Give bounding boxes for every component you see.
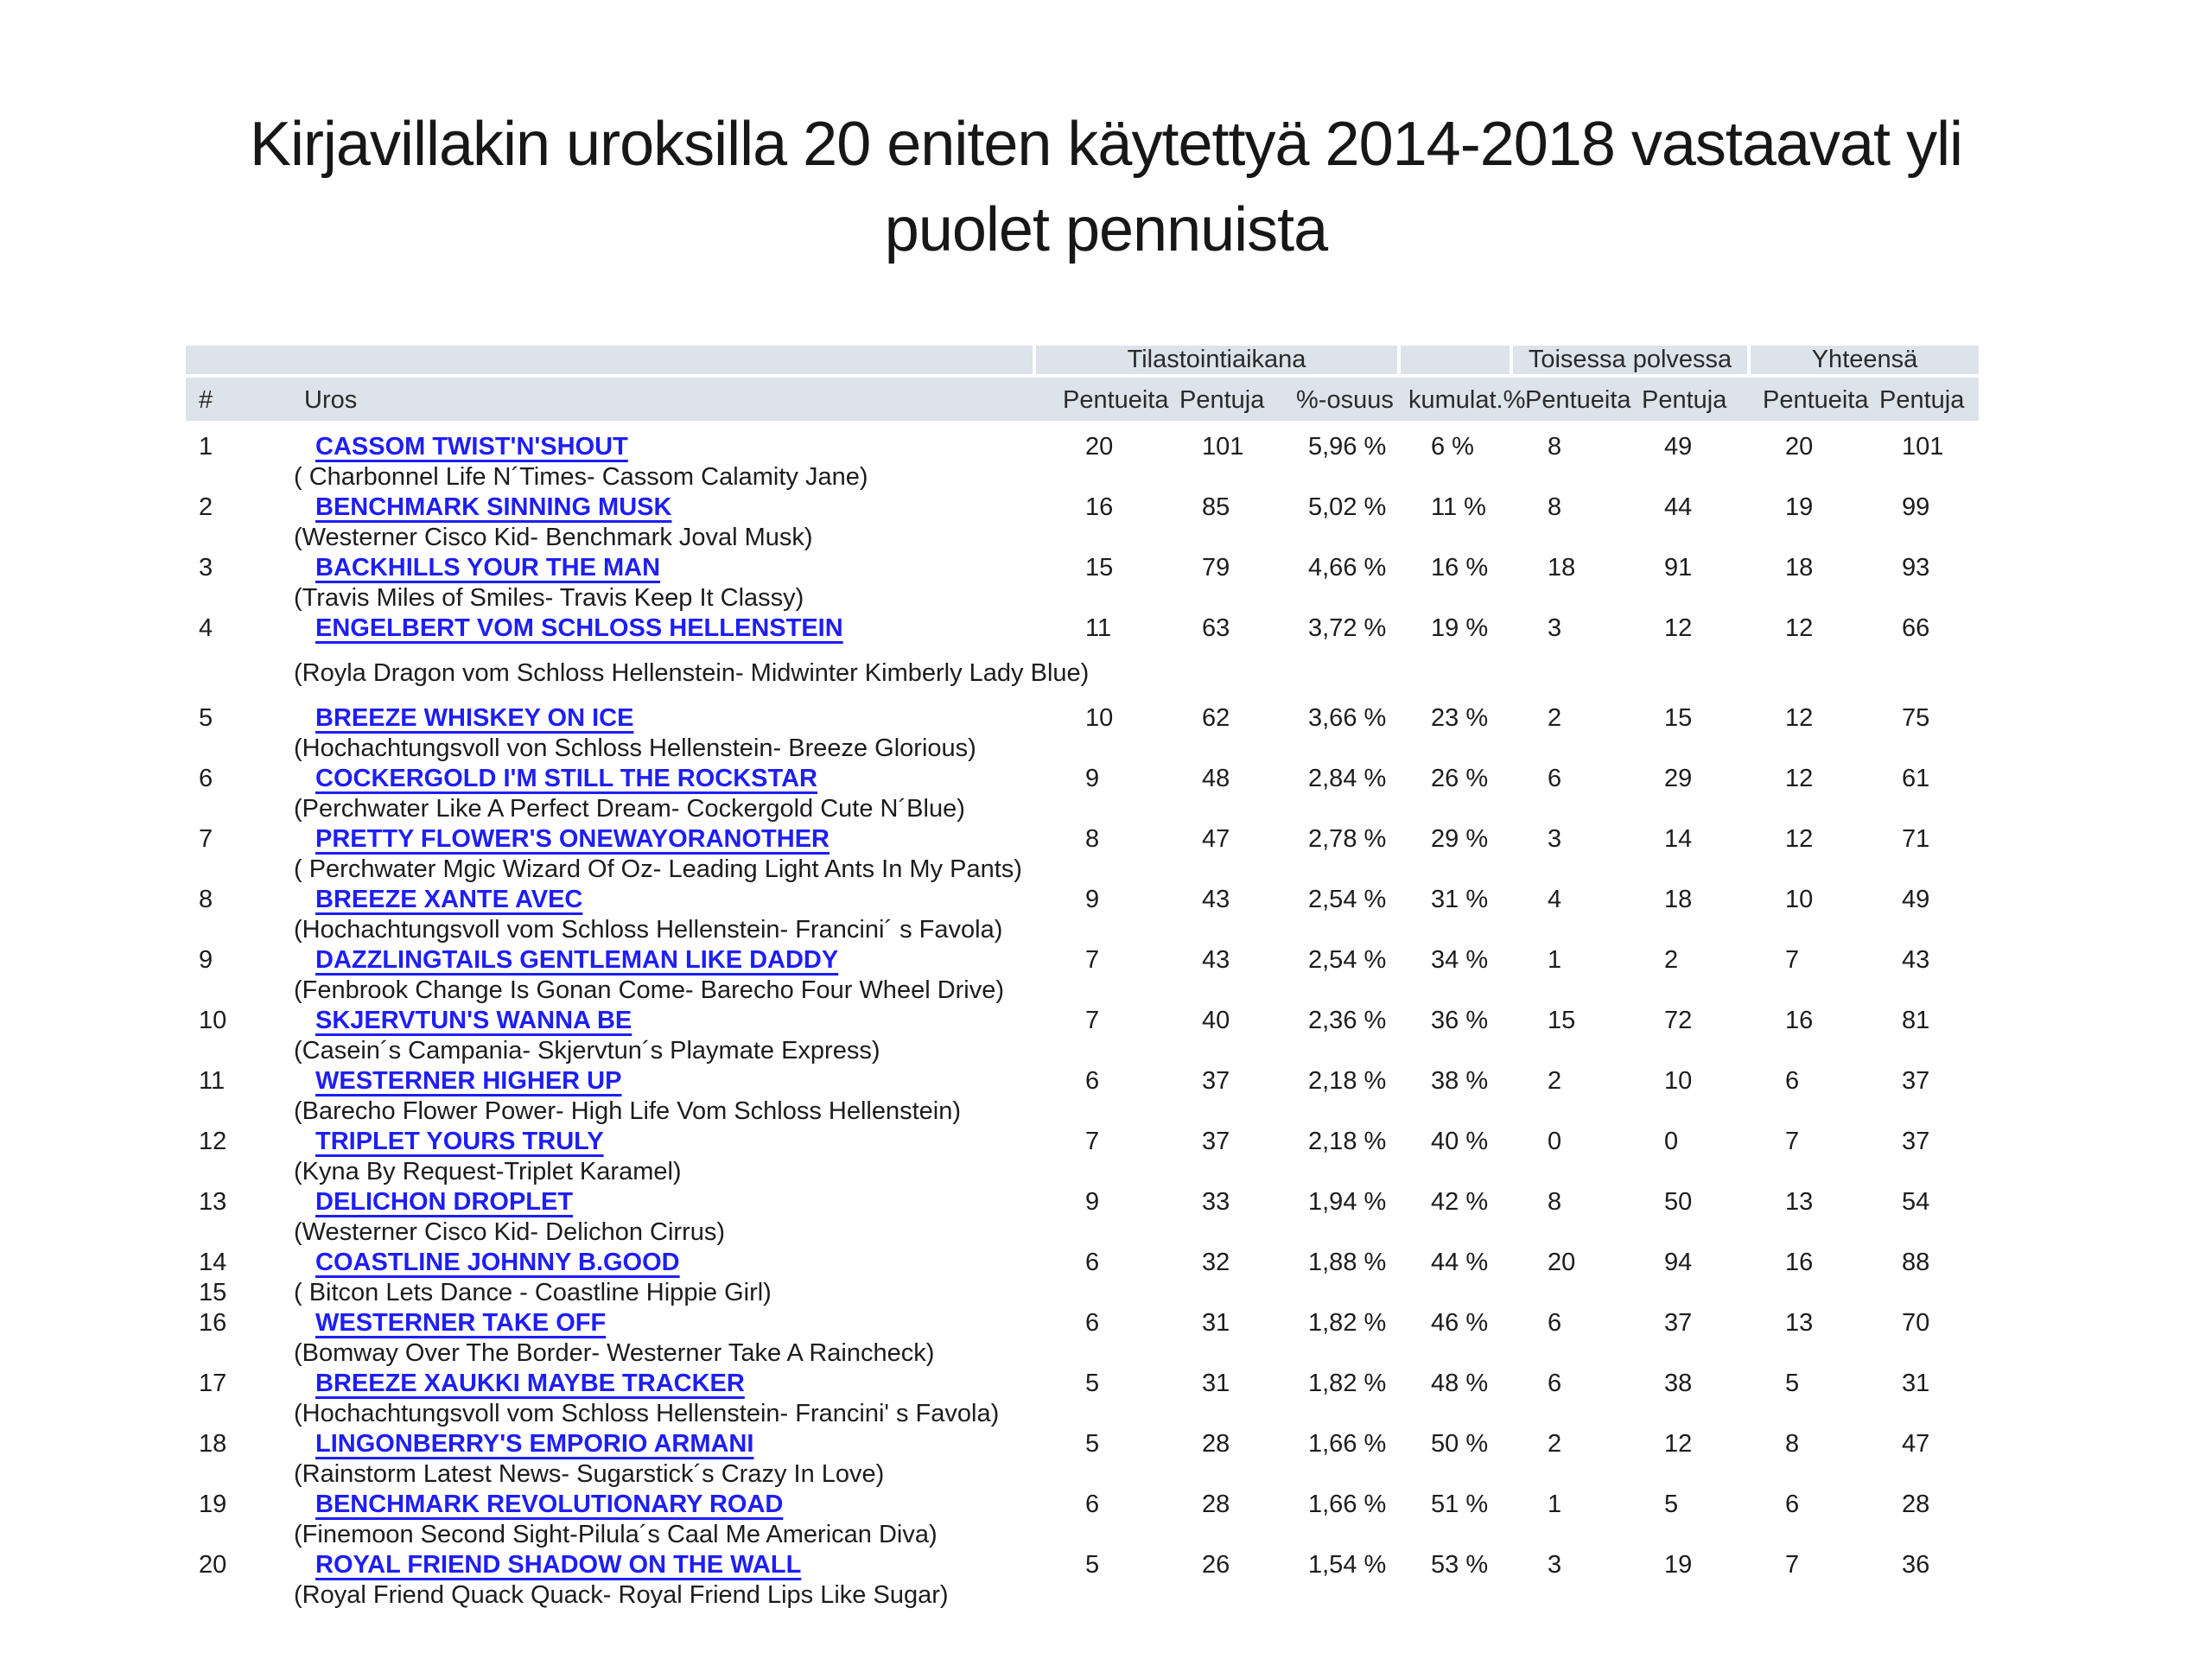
stat-value: 1,66 %	[1308, 1430, 1387, 1458]
stat-value: 13	[1785, 1309, 1814, 1337]
col-header-pentueita-2: Pentueita	[1525, 386, 1631, 414]
parents-text: (Westerner Cisco Kid- Delichon Cirrus)	[294, 1218, 726, 1246]
dog-name-link[interactable]: WESTERNER TAKE OFF	[315, 1309, 607, 1337]
stat-value: 1,54 %	[1308, 1551, 1387, 1579]
row-rank: 8	[199, 886, 213, 913]
stat-value: 4,66 %	[1308, 554, 1387, 582]
row-rank: 2	[199, 493, 213, 521]
dog-name-cell	[294, 1067, 1063, 1096]
table-row-parents	[186, 523, 1979, 553]
group-header-toisessa-polvessa: Toisessa polvessa	[1513, 346, 1747, 374]
stat-value: 50 %	[1431, 1430, 1489, 1458]
table-row	[186, 1187, 1979, 1217]
stat-value: 6	[1548, 1370, 1562, 1397]
row-rank: 12	[199, 1128, 227, 1155]
dog-name-cell	[294, 1007, 1063, 1035]
dog-name-link[interactable]: ROYAL FRIEND SHADOW ON THE WALL	[315, 1551, 802, 1579]
page-title-line-2: puolet pennuista	[884, 195, 1328, 265]
stat-value: 5	[1664, 1491, 1679, 1518]
dog-name-cell	[294, 765, 1063, 793]
stat-value: 19	[1664, 1551, 1693, 1579]
stat-value: 6	[1548, 765, 1562, 792]
stat-value: 37	[1202, 1067, 1230, 1095]
dog-name-link[interactable]: LINGONBERRY'S EMPORIO ARMANI	[315, 1430, 754, 1458]
table-row	[186, 1248, 1979, 1278]
stat-value: 8	[1785, 1430, 1800, 1458]
dog-name-link[interactable]: BREEZE XAUKKI MAYBE TRACKER	[315, 1370, 745, 1397]
stat-value: 70	[1902, 1309, 1930, 1337]
dog-name-link[interactable]: DAZZLINGTAILS GENTLEMAN LIKE DADDY	[315, 946, 839, 974]
dog-name-link[interactable]: BACKHILLS YOUR THE MAN	[315, 554, 661, 582]
stat-value: 6	[1085, 1491, 1100, 1518]
dog-name-link[interactable]: BREEZE WHISKEY ON ICE	[315, 704, 634, 732]
stat-value: 37	[1664, 1309, 1693, 1337]
table-row	[186, 432, 1979, 462]
col-header-rank: #	[199, 386, 213, 414]
stat-value: 13	[1785, 1188, 1814, 1216]
table-row	[186, 1278, 1979, 1308]
row-rank: 15	[199, 1279, 227, 1306]
stat-value: 63	[1202, 614, 1230, 642]
stat-value: 37	[1902, 1128, 1930, 1155]
parents-text: (Rainstorm Latest News- Sugarstick´s Crazy In Love)	[294, 1460, 885, 1488]
stat-value: 2,84 %	[1308, 765, 1387, 792]
table-row-parents	[186, 976, 1979, 1006]
stat-value: 19	[1785, 493, 1814, 521]
parents-text: (Barecho Flower Power- High Life Vom Schloss Hellenstein)	[294, 1097, 962, 1125]
dog-name-link[interactable]: BENCHMARK REVOLUTIONARY ROAD	[315, 1491, 784, 1518]
dog-name-cell	[294, 1491, 1063, 1519]
parents-text: (Finemoon Second Sight-Pilula´s Caal Me American Diva)	[294, 1521, 938, 1548]
dog-name-link[interactable]: COCKERGOLD I'M STILL THE ROCKSTAR	[315, 765, 817, 792]
table-row-parents	[186, 1157, 1979, 1187]
table-row	[186, 1429, 1979, 1459]
stat-value: 36 %	[1431, 1007, 1489, 1034]
dog-name-cell	[294, 493, 1063, 522]
table-row-parents	[186, 1338, 1979, 1369]
table-row-parents	[186, 794, 1979, 824]
stat-value: 72	[1664, 1007, 1693, 1034]
stat-value: 2,54 %	[1308, 886, 1387, 913]
stat-value: 88	[1902, 1249, 1930, 1276]
parents-text: (Hochachtungsvoll von Schloss Hellenstein- Breeze Glorious)	[294, 734, 976, 762]
table-row	[186, 703, 1979, 734]
stat-value: 8	[1548, 493, 1562, 521]
stat-value: 40 %	[1431, 1128, 1489, 1155]
row-rank: 18	[199, 1430, 227, 1458]
stat-value: 15	[1085, 554, 1114, 582]
stat-value: 75	[1902, 704, 1930, 732]
table-body	[186, 421, 1979, 1611]
stat-value: 29 %	[1431, 825, 1489, 853]
group-header-tilastointiaikana: Tilastointiaikana	[1036, 346, 1397, 374]
stat-value: 7	[1785, 1551, 1800, 1579]
stat-value: 31	[1902, 1370, 1930, 1397]
stat-value: 2	[1548, 1067, 1562, 1095]
stat-value: 16 %	[1431, 554, 1489, 582]
stat-value: 7	[1085, 946, 1100, 974]
parents-text: (Royla Dragon vom Schloss Hellenstein- Midwinter Kimberly Lady Blue)	[294, 659, 1090, 687]
dog-name-cell	[294, 1551, 1063, 1580]
dog-name-cell	[294, 1128, 1063, 1156]
stat-value: 66	[1902, 614, 1930, 642]
dog-name-cell	[294, 946, 1063, 975]
stat-value: 31	[1202, 1309, 1230, 1337]
table-row-parents	[186, 1520, 1979, 1550]
stat-value: 48	[1202, 765, 1230, 792]
stat-value: 61	[1902, 765, 1930, 792]
table-column-header-row	[186, 378, 1979, 421]
dog-name-link[interactable]: ENGELBERT VOM SCHLOSS HELLENSTEIN	[315, 614, 843, 642]
table-row	[186, 493, 1979, 523]
stat-value: 6	[1085, 1309, 1100, 1337]
stat-value: 3	[1548, 614, 1562, 642]
stat-value: 15	[1548, 1007, 1576, 1034]
stat-value: 6 %	[1431, 433, 1474, 461]
row-rank: 1	[199, 433, 213, 461]
stat-value: 94	[1664, 1249, 1693, 1276]
stat-value: 6	[1085, 1067, 1100, 1095]
table-row	[186, 553, 1979, 583]
dog-name-cell	[294, 1249, 1063, 1277]
stat-value: 1,94 %	[1308, 1188, 1387, 1216]
stat-value: 9	[1085, 765, 1100, 792]
stat-value: 38 %	[1431, 1067, 1489, 1095]
dog-name-link[interactable]: TRIPLET YOURS TRULY	[315, 1128, 604, 1155]
stats-table	[186, 346, 1979, 1611]
table-row-parents	[186, 1399, 1979, 1429]
col-header-pentueita-1: Pentueita	[1063, 386, 1169, 414]
row-rank: 9	[199, 946, 213, 974]
stat-value: 8	[1548, 1188, 1562, 1216]
stat-value: 46 %	[1431, 1309, 1489, 1337]
stat-value: 5	[1085, 1551, 1100, 1579]
stat-value: 47	[1202, 825, 1230, 853]
stat-value: 20	[1548, 1249, 1576, 1276]
stat-value: 51 %	[1431, 1491, 1489, 1518]
table-row	[186, 1550, 1979, 1580]
col-header-pentueita-3: Pentueita	[1763, 386, 1869, 414]
table-row-parents	[186, 462, 1979, 493]
stat-value: 1	[1548, 946, 1562, 974]
stat-value: 5,96 %	[1308, 433, 1387, 461]
stat-value: 47	[1902, 1430, 1930, 1458]
stat-value: 12	[1664, 614, 1693, 642]
stat-value: 5	[1085, 1370, 1100, 1397]
row-rank: 5	[199, 704, 213, 732]
stat-value: 7	[1085, 1128, 1100, 1155]
stat-value: 43	[1202, 946, 1230, 974]
table-row-parents	[186, 915, 1979, 945]
parents-text: ( Charbonnel Life N´Times- Cassom Calamity Jane)	[294, 463, 868, 491]
table-row-parents	[186, 1036, 1979, 1066]
stat-value: 28	[1902, 1491, 1930, 1518]
stat-value: 33	[1202, 1188, 1230, 1216]
parents-text: ( Bitcon Lets Dance - Coastline Hippie Girl)	[294, 1279, 772, 1306]
table-row	[186, 1490, 1979, 1520]
stat-value: 81	[1902, 1007, 1930, 1034]
parents-text: (Westerner Cisco Kid- Benchmark Joval Musk)	[294, 524, 813, 551]
row-rank: 14	[199, 1249, 227, 1276]
stat-value: 6	[1548, 1309, 1562, 1337]
stat-value: 99	[1902, 493, 1930, 521]
stat-value: 29	[1664, 765, 1693, 792]
dog-name-link[interactable]: COASTLINE JOHNNY B.GOOD	[315, 1249, 680, 1276]
col-header-uros: Uros	[304, 386, 358, 414]
dog-name-cell	[294, 704, 1063, 733]
stat-value: 49	[1664, 433, 1693, 461]
dog-name-cell	[294, 886, 1063, 914]
table-row-parents	[186, 855, 1979, 885]
stat-value: 2,18 %	[1308, 1067, 1387, 1095]
row-rank: 19	[199, 1491, 227, 1518]
stat-value: 1,66 %	[1308, 1491, 1387, 1518]
stat-value: 7	[1785, 1128, 1800, 1155]
row-rank: 13	[199, 1188, 227, 1216]
row-rank: 10	[199, 1007, 227, 1034]
stat-value: 3	[1548, 825, 1562, 853]
stat-value: 4	[1548, 886, 1562, 913]
stat-value: 1,82 %	[1308, 1309, 1387, 1337]
stat-value: 101	[1902, 433, 1944, 461]
table-row-parents	[186, 1217, 1979, 1248]
dog-name-cell	[294, 1430, 1063, 1459]
row-rank: 4	[199, 614, 213, 642]
stat-value: 20	[1085, 433, 1114, 461]
col-header-pentuja-1: Pentuja	[1179, 386, 1265, 414]
stat-value: 1,82 %	[1308, 1370, 1387, 1397]
parents-text: (Hochachtungsvoll vom Schloss Hellenstein- Francini´ s Favola)	[294, 916, 1003, 944]
dog-name-link[interactable]: BREEZE XANTE AVEC	[315, 886, 583, 913]
stat-value: 2,36 %	[1308, 1007, 1387, 1034]
parents-text: (Casein´s Campania- Skjervtun´s Playmate Express)	[294, 1037, 880, 1065]
table-row	[186, 1066, 1979, 1096]
page-title-line-1: Kirjavillakin uroksilla 20 eniten käytettyä 2014-2018 vastaavat yli	[249, 110, 1963, 179]
stat-value: 6	[1085, 1249, 1100, 1276]
parents-text: (Fenbrook Change Is Gonan Come- Barecho Four Wheel Drive)	[294, 976, 1005, 1004]
stat-value: 93	[1902, 554, 1930, 582]
stat-value: 12	[1785, 704, 1814, 732]
stat-value: 50	[1664, 1188, 1693, 1216]
col-header-osuus: %-osuus	[1296, 386, 1394, 414]
stat-value: 16	[1785, 1249, 1814, 1276]
table-row-parents	[186, 1580, 1979, 1611]
stat-value: 40	[1202, 1007, 1230, 1034]
dog-name-cell	[294, 1188, 1063, 1217]
stat-value: 19 %	[1431, 614, 1489, 642]
dog-name-link[interactable]: DELICHON DROPLET	[315, 1188, 574, 1216]
stat-value: 11	[1085, 614, 1112, 642]
table-row	[186, 613, 1979, 644]
stat-value: 0	[1664, 1128, 1679, 1155]
stat-value: 1	[1548, 1491, 1562, 1518]
stat-value: 2	[1664, 946, 1679, 974]
stat-value: 101	[1202, 433, 1244, 461]
group-header-spacer-kumulat	[1401, 346, 1510, 374]
table-row	[186, 945, 1979, 976]
stat-value: 11 %	[1431, 493, 1486, 521]
stat-value: 42 %	[1431, 1188, 1489, 1216]
dog-name-cell	[294, 1370, 1063, 1398]
dog-name-cell	[294, 554, 1063, 582]
stat-value: 34 %	[1431, 946, 1489, 974]
stat-value: 31	[1202, 1370, 1230, 1397]
row-rank: 7	[199, 825, 213, 853]
stat-value: 44 %	[1431, 1249, 1489, 1276]
stat-value: 44	[1664, 493, 1693, 521]
stat-value: 12	[1785, 825, 1814, 853]
table-row-parents	[186, 1096, 1979, 1127]
stat-value: 2,54 %	[1308, 946, 1387, 974]
table-row-parents	[186, 734, 1979, 764]
stat-value: 10	[1785, 886, 1814, 913]
table-row	[186, 764, 1979, 794]
stat-value: 91	[1664, 554, 1693, 582]
stat-value: 0	[1548, 1128, 1562, 1155]
row-rank: 6	[199, 765, 213, 792]
stat-value: 15	[1664, 704, 1693, 732]
table-row	[186, 885, 1979, 915]
table-row	[186, 1127, 1979, 1157]
stat-value: 28	[1202, 1491, 1230, 1518]
stat-value: 85	[1202, 493, 1230, 521]
parents-text: (Perchwater Like A Perfect Dream- Cockergold Cute N´Blue)	[294, 795, 965, 823]
row-rank: 11	[199, 1067, 226, 1095]
dog-name-link[interactable]: BENCHMARK SINNING MUSK	[315, 493, 672, 521]
stat-value: 26 %	[1431, 765, 1489, 792]
stat-value: 49	[1902, 886, 1930, 913]
row-rank: 20	[199, 1551, 227, 1579]
row-rank: 16	[199, 1309, 227, 1337]
group-header-yhteensa: Yhteensä	[1751, 346, 1979, 374]
parents-text: (Royal Friend Quack Quack- Royal Friend Lips Like Sugar)	[294, 1581, 949, 1609]
stat-value: 48 %	[1431, 1370, 1489, 1397]
stat-value: 32	[1202, 1249, 1230, 1276]
table-row-parents	[186, 583, 1979, 613]
row-rank: 3	[199, 554, 213, 582]
parents-text: ( Perchwater Mgic Wizard Of Oz- Leading Light Ants In My Pants)	[294, 855, 1022, 883]
row-rank: 17	[199, 1370, 227, 1397]
stat-value: 38	[1664, 1370, 1693, 1397]
stat-value: 23 %	[1431, 704, 1489, 732]
stat-value: 2	[1548, 1430, 1562, 1458]
stat-value: 43	[1202, 886, 1230, 913]
parents-text: (Travis Miles of Smiles- Travis Keep It Classy)	[294, 584, 804, 612]
stat-value: 16	[1085, 493, 1114, 521]
stat-value: 10	[1664, 1067, 1693, 1095]
table-row	[186, 824, 1979, 855]
table-group-header-row	[186, 346, 1979, 374]
stat-value: 12	[1785, 614, 1814, 642]
stat-value: 37	[1202, 1128, 1230, 1155]
table-row	[186, 1308, 1979, 1338]
stat-value: 16	[1785, 1007, 1814, 1034]
stat-value: 2,78 %	[1308, 825, 1387, 853]
stat-value: 8	[1085, 825, 1100, 853]
parents-text: (Hochachtungsvoll vom Schloss Hellenstein- Francini' s Favola)	[294, 1400, 1000, 1427]
dog-name-cell	[294, 825, 1063, 854]
stat-value: 12	[1664, 1430, 1693, 1458]
col-header-kumulat: kumulat.%	[1408, 386, 1526, 414]
stat-value: 53 %	[1431, 1551, 1489, 1579]
parents-text: (Kyna By Request-Triplet Karamel)	[294, 1158, 682, 1185]
stat-value: 5	[1785, 1370, 1800, 1397]
dog-name-cell	[294, 433, 1063, 461]
stat-value: 28	[1202, 1430, 1230, 1458]
stat-value: 3,72 %	[1308, 614, 1387, 642]
stat-value: 18	[1785, 554, 1814, 582]
dog-name-cell	[294, 614, 1063, 643]
stat-value: 12	[1785, 765, 1814, 792]
table-row	[186, 1006, 1979, 1036]
dog-name-link[interactable]: CASSOM TWIST'N'SHOUT	[315, 433, 628, 461]
stat-value: 37	[1902, 1067, 1930, 1095]
stat-value: 5	[1085, 1430, 1100, 1458]
stat-value: 54	[1902, 1188, 1930, 1216]
stat-value: 31 %	[1431, 886, 1489, 913]
stat-value: 62	[1202, 704, 1230, 732]
stat-value: 1,88 %	[1308, 1249, 1387, 1276]
table-row-parents	[186, 658, 1979, 689]
stat-value: 18	[1664, 886, 1693, 913]
col-header-pentuja-3: Pentuja	[1879, 386, 1965, 414]
group-header-spacer-left	[186, 346, 1033, 374]
dog-name-link[interactable]: WESTERNER HIGHER UP	[315, 1067, 622, 1095]
stat-value: 36	[1902, 1551, 1930, 1579]
col-header-pentuja-2: Pentuja	[1642, 386, 1727, 414]
stat-value: 3,66 %	[1308, 704, 1387, 732]
stat-value: 10	[1085, 704, 1114, 732]
stat-value: 9	[1085, 1188, 1100, 1216]
stat-value: 26	[1202, 1551, 1230, 1579]
stat-value: 5,02 %	[1308, 493, 1387, 521]
stat-value: 3	[1548, 1551, 1562, 1579]
stat-value: 6	[1785, 1491, 1800, 1518]
stat-value: 79	[1202, 554, 1230, 582]
stat-value: 2,18 %	[1308, 1128, 1387, 1155]
stat-value: 18	[1548, 554, 1576, 582]
stat-value: 6	[1785, 1067, 1800, 1095]
page-title	[0, 102, 2212, 274]
stat-value: 7	[1785, 946, 1800, 974]
stat-value: 71	[1902, 825, 1930, 853]
dog-name-link[interactable]: SKJERVTUN'S WANNA BE	[315, 1007, 632, 1034]
stat-value: 7	[1085, 1007, 1100, 1034]
stat-value: 9	[1085, 886, 1100, 913]
stat-value: 8	[1548, 433, 1562, 461]
parents-text: (Bomway Over The Border- Westerner Take A Raincheck)	[294, 1339, 935, 1367]
table-row	[186, 1369, 1979, 1399]
dog-name-link[interactable]: PRETTY FLOWER'S ONEWAYORANOTHER	[315, 825, 830, 853]
stat-value: 20	[1785, 433, 1814, 461]
stat-value: 2	[1548, 704, 1562, 732]
stat-value: 43	[1902, 946, 1930, 974]
dog-name-cell	[294, 1309, 1063, 1338]
table-row-parents	[186, 1459, 1979, 1490]
stat-value: 14	[1664, 825, 1693, 853]
